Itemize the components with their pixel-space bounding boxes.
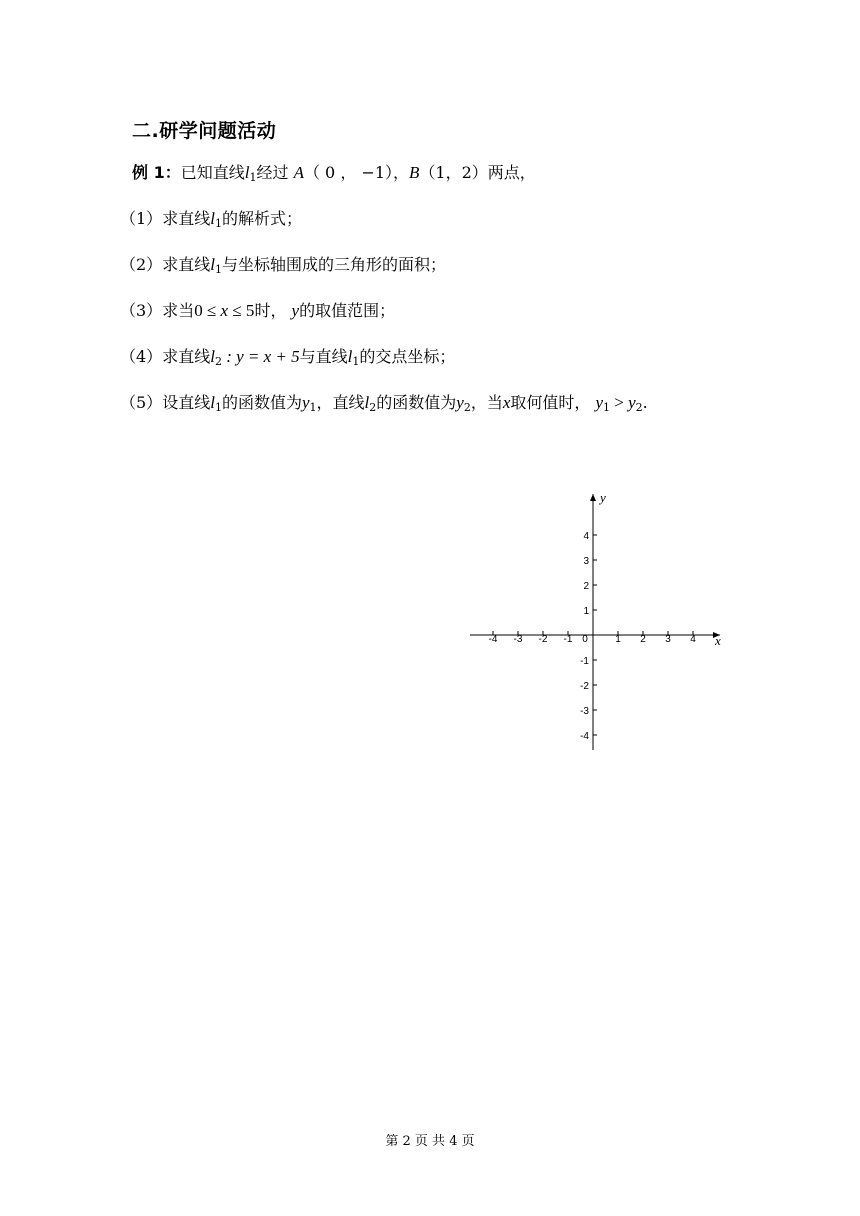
y-tick-label: -4 bbox=[580, 731, 589, 742]
x-tick-label: 1 bbox=[615, 634, 621, 645]
question-4: （4）求直线$l_2$ : y = x + 5与直线$l_1$的交点坐标； bbox=[120, 347, 456, 368]
example-1-statement: 例 1：已知直线$l_1$经过 A（ 0 ， −1），B（1，2）两点， bbox=[132, 163, 536, 184]
page-footer: 第 2 页 共 4 页 bbox=[385, 1134, 475, 1149]
x-tick-label: 3 bbox=[665, 634, 671, 645]
question-3: （3）求当0 ≤ x ≤ 5时， y的取值范围； bbox=[120, 301, 396, 320]
y-axis-arrow bbox=[590, 494, 596, 501]
x-tick-label: -2 bbox=[538, 634, 548, 645]
y-tick-label: -3 bbox=[580, 706, 589, 717]
example-label: 例 1： bbox=[132, 163, 181, 182]
question-5: （5）设直线$l_1$的函数值为$y_1$，直线$l_2$的函数值为$y_2$，当x取何值时， $y_1 > y_2$. bbox=[120, 393, 648, 414]
y-tick-label: 4 bbox=[583, 531, 589, 542]
question-2: （2）求直线$l_1$与坐标轴围成的三角形的面积； bbox=[120, 255, 446, 276]
y-tick-label: 2 bbox=[583, 581, 589, 592]
x-tick-label: -3 bbox=[513, 634, 523, 645]
origin-label: 0 bbox=[582, 634, 588, 645]
x-tick-label: -1 bbox=[563, 634, 573, 645]
x-tick-label: 2 bbox=[640, 634, 646, 645]
y-tick-label: 3 bbox=[583, 556, 589, 567]
section-title: 二.研学问题活动 bbox=[132, 120, 277, 142]
x-axis-label: x bbox=[715, 633, 721, 648]
x-tick-label: -4 bbox=[488, 634, 498, 645]
y-tick-label: -1 bbox=[580, 656, 589, 667]
y-tick-label: 1 bbox=[583, 606, 589, 617]
question-1: （1）求直线$l_1$的解析式； bbox=[120, 209, 302, 230]
y-axis-label: y bbox=[600, 490, 606, 505]
coordinate-axes bbox=[465, 488, 730, 758]
y-tick-label: -2 bbox=[580, 681, 589, 692]
x-tick-label: 4 bbox=[690, 634, 696, 645]
